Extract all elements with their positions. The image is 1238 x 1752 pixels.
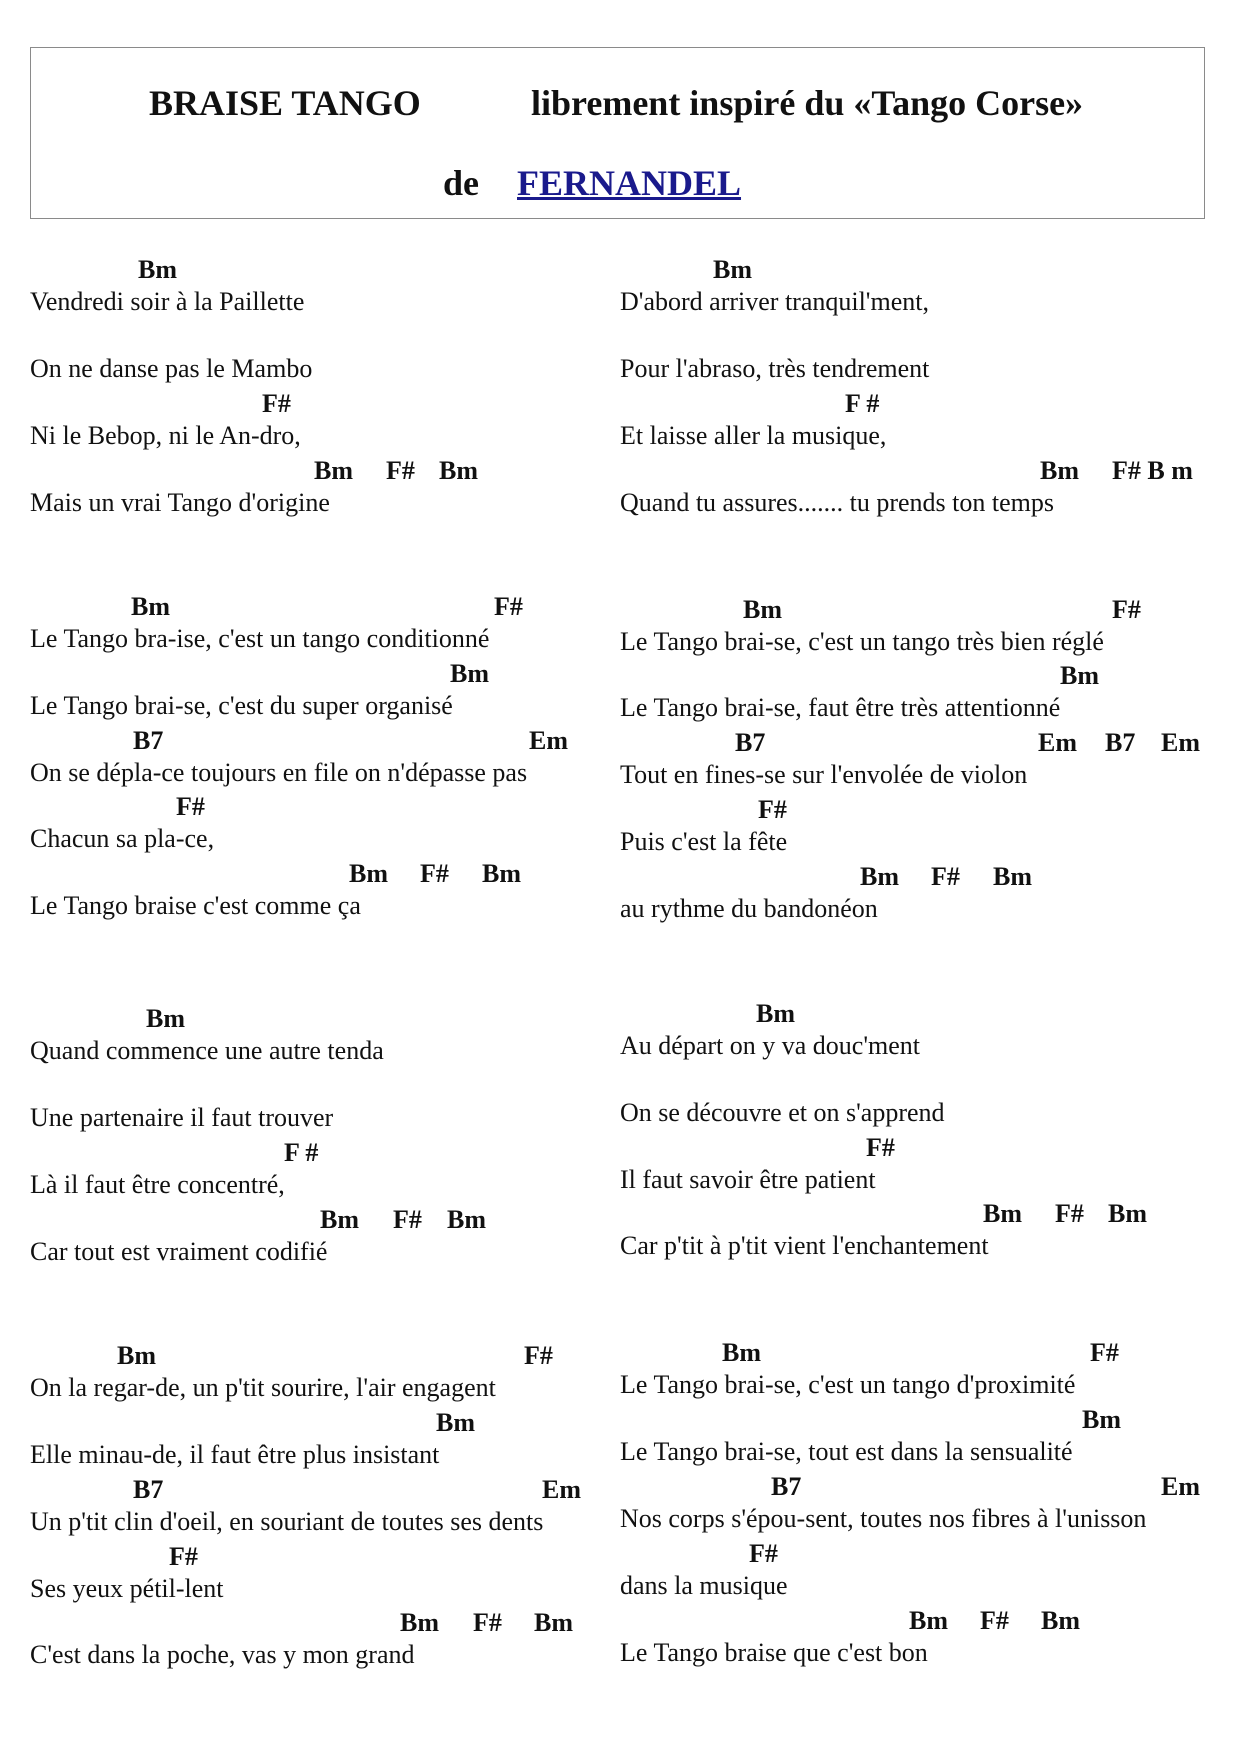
chord: F#: [749, 1539, 778, 1568]
lyric-line: Quand commence une autre tenda: [30, 1036, 384, 1065]
chord: Bm: [534, 1608, 573, 1637]
chord: B7: [771, 1472, 802, 1501]
chord: F#: [758, 795, 787, 824]
chord: F# B m: [1112, 456, 1193, 485]
chord: Bm: [1108, 1199, 1147, 1228]
chord: F#: [1055, 1199, 1084, 1228]
lyric-line: Au départ on y va douc'ment: [620, 1031, 920, 1060]
lyric-line: Pour l'abraso, très tendrement: [620, 354, 930, 383]
chord: B7: [133, 1475, 164, 1504]
lyric-line: dans la musique: [620, 1571, 788, 1600]
chord: F#: [1112, 595, 1141, 624]
lyric-line: Le Tango braise c'est comme ça: [30, 891, 361, 920]
chord: Bm: [314, 456, 353, 485]
lyric-line: Et laisse aller la musique,: [620, 421, 887, 450]
lyric-line: Le Tango brai-se, faut être très attentionné: [620, 693, 1061, 722]
lyric-line: On se dépla-ce toujours en file on n'dépasse pas: [30, 758, 528, 787]
chord: Bm: [400, 1608, 439, 1637]
lyric-line: Le Tango brai-se, c'est du super organisé: [30, 691, 453, 720]
lyric-line: Ni le Bebop, ni le An-dro,: [30, 421, 301, 450]
lyric-line: Mais un vrai Tango d'origine: [30, 488, 330, 517]
lyric-line: Quand tu assures....... tu prends ton temps: [620, 488, 1055, 517]
chord: Bm: [1040, 456, 1079, 485]
chord: B7: [1105, 728, 1136, 757]
chord: Bm: [138, 255, 177, 284]
chord: F #: [284, 1138, 319, 1167]
chord: Bm: [131, 592, 170, 621]
chord: Em: [1038, 728, 1077, 757]
lyric-line: Car p'tit à p'tit vient l'enchantement: [620, 1231, 989, 1260]
lyric-line: Une partenaire il faut trouver: [30, 1103, 334, 1132]
lyric-line: Le Tango braise que c'est bon: [620, 1638, 928, 1667]
chord: Bm: [743, 595, 782, 624]
lyric-line: au rythme du bandonéon: [620, 894, 878, 923]
author-line: [31, 162, 1204, 202]
chord: Bm: [447, 1205, 486, 1234]
chord: Bm: [482, 859, 521, 888]
chord: Bm: [349, 859, 388, 888]
lyric-line: Le Tango brai-se, tout est dans la sensualité: [620, 1437, 1073, 1466]
song-subtitle: librement inspiré du «Tango Corse»: [531, 83, 1084, 123]
lyric-line: D'abord arriver tranquil'ment,: [620, 287, 929, 316]
chord: F#: [262, 389, 291, 418]
chord: F#: [866, 1133, 895, 1162]
lyric-line: Nos corps s'épou-sent, toutes nos fibres à l'unisson: [620, 1504, 1147, 1533]
chord: Bm: [860, 862, 899, 891]
chord: Bm: [117, 1341, 156, 1370]
chord: F#: [524, 1341, 553, 1370]
chord: Bm: [722, 1338, 761, 1367]
chord: Bm: [450, 659, 489, 688]
chord: Bm: [439, 456, 478, 485]
lyric-line: Car tout est vraiment codifié: [30, 1237, 328, 1266]
chord: Bm: [713, 255, 752, 284]
lyric-line: Elle minau-de, il faut être plus insistant: [30, 1440, 440, 1469]
lyric-line: Le Tango bra-ise, c'est un tango conditionné: [30, 624, 490, 653]
chord: F#: [386, 456, 415, 485]
lyric-line: C'est dans la poche, vas y mon grand: [30, 1640, 415, 1669]
lyric-line: Là il faut être concentré,: [30, 1170, 285, 1199]
lyric-line: Le Tango brai-se, c'est un tango d'proximité: [620, 1370, 1076, 1399]
lyric-line: Chacun sa pla-ce,: [30, 824, 215, 853]
title-line: [31, 82, 1204, 122]
chord: Bm: [983, 1199, 1022, 1228]
chord: Bm: [1060, 661, 1099, 690]
lyric-line: Puis c'est la fête: [620, 827, 788, 856]
chord: Bm: [909, 1606, 948, 1635]
chord: Em: [542, 1475, 581, 1504]
chord: F#: [931, 862, 960, 891]
chord: F#: [420, 859, 449, 888]
lyric-line: Tout en fines-se sur l'envolée de violon: [620, 760, 1028, 789]
chord: Bm: [993, 862, 1032, 891]
lyric-line: Il faut savoir être patient: [620, 1165, 876, 1194]
chord: Bm: [1082, 1405, 1121, 1434]
author-prefix: de: [443, 163, 479, 203]
chord: Bm: [756, 999, 795, 1028]
chord: F#: [393, 1205, 422, 1234]
lyric-line: Le Tango brai-se, c'est un tango très bien réglé: [620, 627, 1104, 656]
chord: Bm: [1041, 1606, 1080, 1635]
chord: B7: [735, 728, 766, 757]
chord: Bm: [436, 1408, 475, 1437]
chord: Bm: [146, 1004, 185, 1033]
chord: F#: [980, 1606, 1009, 1635]
lyric-line: Un p'tit clin d'oeil, en souriant de toutes ses dents: [30, 1507, 544, 1536]
chord: Em: [1161, 728, 1200, 757]
song-title: BRAISE TANGO: [149, 83, 421, 123]
chord: F#: [1090, 1338, 1119, 1367]
chord: Bm: [320, 1205, 359, 1234]
author-link[interactable]: FERNANDEL: [517, 163, 742, 203]
lyric-line: On ne danse pas le Mambo: [30, 354, 313, 383]
chord: F#: [169, 1542, 198, 1571]
chord: F#: [473, 1608, 502, 1637]
lyric-line: Ses yeux pétil-lent: [30, 1574, 224, 1603]
lyric-line: Vendredi soir à la Paillette: [30, 287, 305, 316]
chord: F#: [494, 592, 523, 621]
lyric-line: On se découvre et on s'apprend: [620, 1098, 945, 1127]
lyric-line: On la regar-de, un p'tit sourire, l'air engagent: [30, 1373, 496, 1402]
chord: Em: [1161, 1472, 1200, 1501]
chord: B7: [133, 726, 164, 755]
chord: F#: [176, 792, 205, 821]
chord: F #: [845, 389, 880, 418]
chord: Em: [529, 726, 568, 755]
title-box: [30, 47, 1205, 219]
